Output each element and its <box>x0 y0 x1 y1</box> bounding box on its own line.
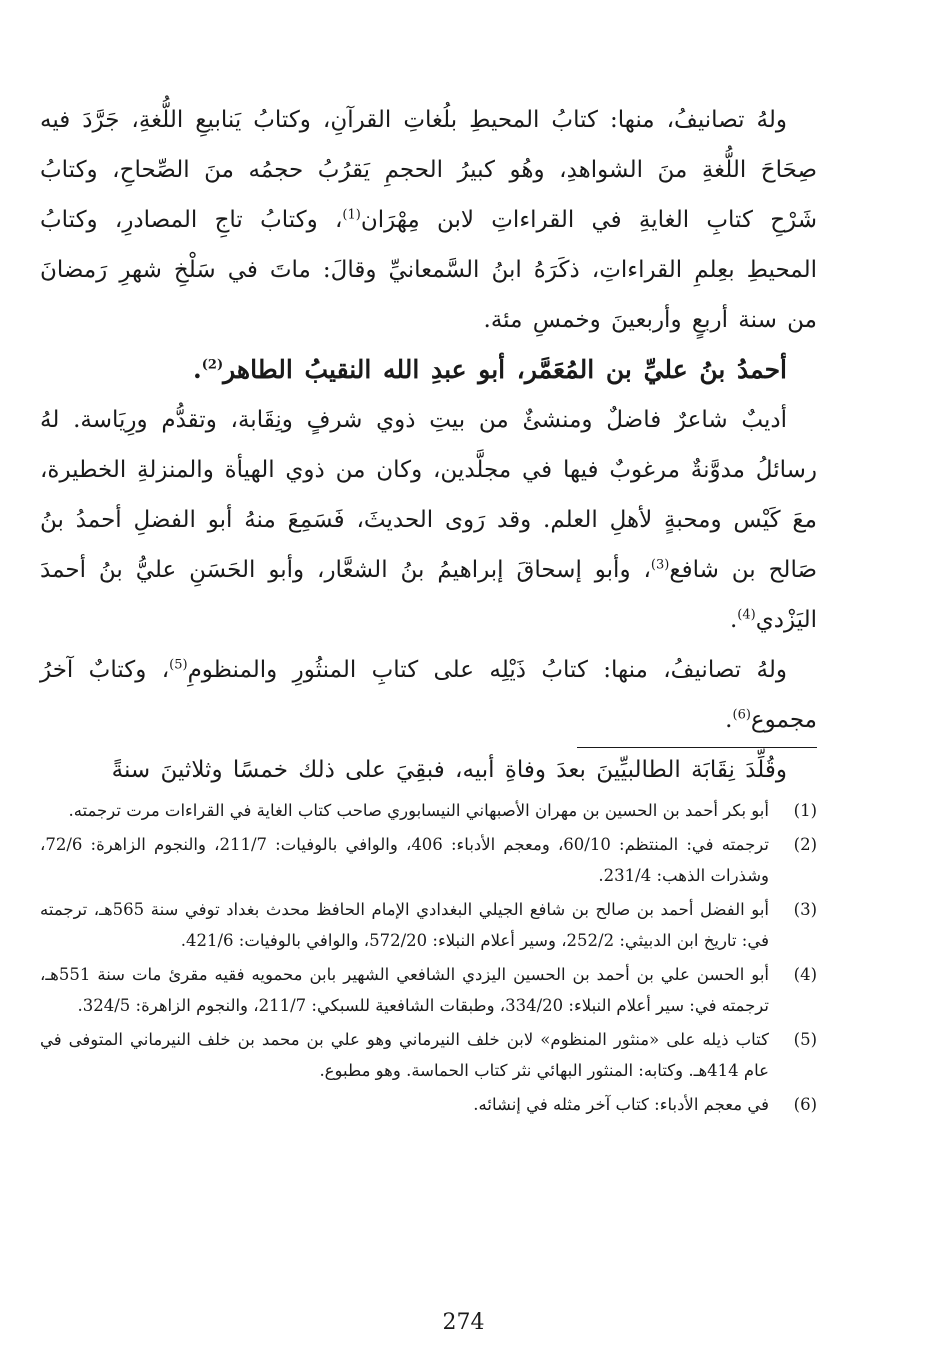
entry-heading-punct: . <box>193 355 202 384</box>
footnote <box>40 894 817 956</box>
footnotes <box>40 795 817 1123</box>
paragraph-text: ، وكتابٌ آخرُ مجموع <box>40 657 817 733</box>
footnote-ref-6: (6) <box>732 707 751 723</box>
footnote <box>40 1024 817 1086</box>
footnote <box>40 829 817 891</box>
footnote-text: في معجم الأدباء: كتاب آخر مثله في إنشائه. <box>473 1095 769 1114</box>
paragraph-compositions <box>40 645 817 745</box>
footnote-text: أبو الفضل أحمد بن صالح بن شافع الجيلي البغدادي الإمام الحافظ محدث بغداد توفي سنة 565هـ، ترجمته في: تاريخ ابن الدبيثي: 252/2، وسير أعلام النبلاء: 572/20، والوافي بالوفيات: 421/6. <box>40 900 769 950</box>
paragraph-text: ولهُ تصانيفُ، منها: كتابُ المحيطِ بلُغاتِ القرآنِ، وكتابُ يَنابيعِ اللُّغةِ، جَرَّدَ فيه صِحَاحَ اللُّغةِ منَ الشواهدِ، وهُو كبيرُ الحجمِ يَقرُبُ حجمُه منَ الصِّحاحِ، وكتابُ شَرْحِ كتابِ الغايةِ في القراءاتِ لابن مِهْرَان <box>40 107 817 233</box>
paragraph-text: وقُلِّدَ نِقَابَة الطالبيِّينَ بعدَ وفاةِ أبيه، فبقِيَ على ذلك خمسًا وثلاثينَ سنةً <box>111 757 787 783</box>
footnote-number: (1) <box>793 801 817 820</box>
footnote-number: (4) <box>793 965 817 984</box>
paragraph-punct: . <box>729 607 738 633</box>
footnote <box>40 1089 817 1120</box>
footnote-text: كتاب ذيله على «منثور المنظوم» لابن خلف النيرماني وهو علي بن محمد بن خلف النيرماني المتوفى في عام 414هـ. وكتابه: المنثور البهائي نثر كتاب الحماسة. وهو مطبوع. <box>40 1030 769 1080</box>
footnote-number: (5) <box>793 1030 817 1049</box>
paragraph-biography <box>40 395 817 645</box>
footnote-number: (2) <box>793 835 817 854</box>
paragraph-office <box>40 745 817 795</box>
footnote <box>40 795 817 826</box>
footnote-number: (3) <box>793 900 817 919</box>
paragraph-text: ولهُ تصانيفُ، منها: كتابُ ذَيْلِه على كتابِ المنثُورِ والمنظومِ <box>187 657 787 683</box>
footnote-ref-1: (1) <box>342 207 361 223</box>
paragraph-text: ، وكتابُ تاجِ المصادرِ، وكتابُ المحيطِ بعِلمِ القراءاتِ، ذكَرَهُ ابنُ السَّمعانيِّ وقالَ: ماتَ في سَلْخِ شهرِ رَمضانَ من سنة أربعٍ وأربعينَ وخمسِ مئة. <box>40 207 817 333</box>
footnote-ref-2: (2) <box>201 357 224 373</box>
page-number: 274 <box>442 1310 485 1335</box>
entry-heading <box>40 345 817 395</box>
footnote-text: ترجمته في: المنتظم: 60/10، ومعجم الأدباء: 406، والوافي بالوفيات: 211/7، والنجوم الزاهرة: 72/6، وشذرات الذهب: 231/4. <box>40 835 769 885</box>
footnote-text: أبو بكر أحمد بن الحسين بن مهران الأصبهاني النيسابوري صاحب كتاب الغاية في القراءات مرت ترجمته. <box>68 801 769 820</box>
footnote-separator <box>577 747 817 748</box>
footnote-ref-3: (3) <box>650 557 670 573</box>
footnote <box>40 959 817 1021</box>
footnote-text: أبو الحسن علي بن أحمد بن الحسين اليزدي الشافعي الشهير بابن محمويه فقيه مقرئ مات سنة 551هـ، ترجمته في: سير أعلام النبلاء: 334/20، وطبقات الشافعية للسبكي: 211/7، والنجوم الزاهرة: 324/5. <box>40 965 769 1015</box>
paragraph-works <box>40 95 817 345</box>
footnote-ref-5: (5) <box>169 657 188 673</box>
paragraph-text: ، وأبو إسحاقَ إبراهيمُ بنُ الشعَّار، وأبو الحَسَنِ عليُّ بنُ أحمدَ اليَزْدي <box>40 557 817 633</box>
main-text <box>40 95 817 795</box>
paragraph-punct: . <box>725 707 733 733</box>
entry-heading-text: أحمدُ بنُ عليِّ بن المُعَمَّر، أبو عبدِ الله النقيبُ الطاهر <box>223 355 787 384</box>
footnote-number: (6) <box>793 1095 817 1114</box>
paragraph-text: أديبٌ شاعرٌ فاضلٌ ومنشئٌ من بيتِ ذوي شرفٍ ونِقَابة، وتقدُّم ورِيَاسة. لهُ رسائلُ مدوَّنةٌ مرغوبٌ فيها في مجلَّدين، وكان من ذوي الهيأة والمنزلةِ الخطيرة، معَ كَيْس ومحبةٍ لأهلِ العلم. وقد رَوى الحديثَ، فَسَمِعَ منهُ أبو الفضلِ أحمدُ بنُ صَالح بن شافع <box>40 407 817 583</box>
footnote-ref-4: (4) <box>737 607 756 623</box>
